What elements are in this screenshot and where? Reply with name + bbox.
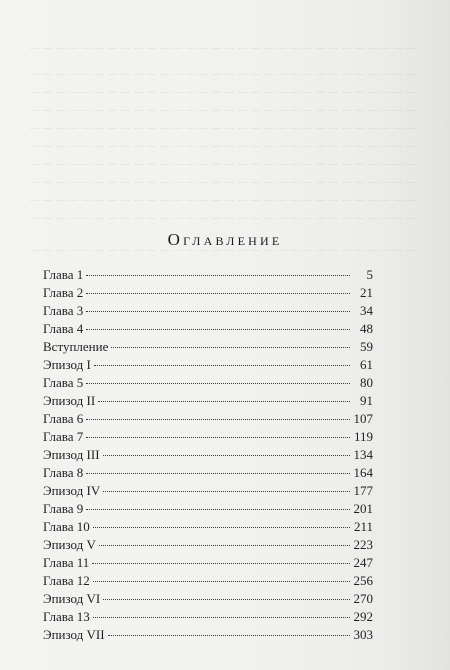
dot-leader xyxy=(86,382,350,384)
toc-entry-label: Эпизод I xyxy=(43,357,91,372)
toc-entry-page: 177 xyxy=(353,483,373,498)
dot-leader xyxy=(93,526,350,528)
toc-entry-page: 59 xyxy=(360,339,373,354)
toc-entry-label: Эпизод II xyxy=(43,393,96,408)
dot-leader xyxy=(103,490,350,492)
toc-entry[interactable] xyxy=(43,320,373,338)
dot-leader xyxy=(86,508,350,510)
dot-leader xyxy=(94,364,350,366)
dot-leader xyxy=(93,616,350,618)
toc-entry[interactable] xyxy=(43,410,373,428)
toc-entry-page: 48 xyxy=(360,321,373,336)
dot-leader xyxy=(86,436,350,438)
toc-entry-label: Глава 3 xyxy=(43,303,84,318)
toc-entry-page: 256 xyxy=(353,573,373,588)
dot-leader xyxy=(92,562,350,564)
toc-entry[interactable] xyxy=(43,284,373,302)
toc-entry-page: 61 xyxy=(360,357,373,372)
toc-entry-page: 303 xyxy=(353,627,373,642)
toc-entry-label: Глава 8 xyxy=(43,465,84,480)
toc-entry-label: Эпизод III xyxy=(43,447,100,462)
toc-entry-page: 80 xyxy=(360,375,373,390)
dot-leader xyxy=(93,580,350,582)
dot-leader xyxy=(86,328,350,330)
toc-entry-label: Эпизод V xyxy=(43,537,96,552)
toc-entry[interactable] xyxy=(43,464,373,482)
toc-entry[interactable] xyxy=(43,626,373,644)
toc-entry-label: Глава 12 xyxy=(43,573,90,588)
toc-entry-label: Глава 7 xyxy=(43,429,84,444)
toc-entry-label: Глава 9 xyxy=(43,501,84,516)
dot-leader xyxy=(99,544,350,546)
toc-entry[interactable] xyxy=(43,500,373,518)
dot-leader xyxy=(86,292,350,294)
toc-entry[interactable] xyxy=(43,608,373,626)
toc-entry[interactable] xyxy=(43,356,373,374)
toc-entry-page: 134 xyxy=(353,447,373,462)
toc-entry[interactable] xyxy=(43,428,373,446)
dot-leader xyxy=(103,454,350,456)
toc-entry-label: Глава 11 xyxy=(43,555,90,570)
toc-entry-page: 270 xyxy=(353,591,373,606)
toc-entry-page: 223 xyxy=(353,537,373,552)
toc-entry-label: Глава 4 xyxy=(43,321,84,336)
toc-entry[interactable] xyxy=(43,590,373,608)
toc-entry-page: 292 xyxy=(353,609,373,624)
toc-entry-label: Глава 6 xyxy=(43,411,84,426)
toc-entry-page: 211 xyxy=(353,519,373,534)
dot-leader xyxy=(86,472,350,474)
toc-entry-label: Глава 5 xyxy=(43,375,84,390)
toc-entry-page: 107 xyxy=(353,411,373,426)
toc-entry-label: Эпизод VI xyxy=(43,591,101,606)
toc-entry[interactable] xyxy=(43,302,373,320)
toc-entry[interactable] xyxy=(43,518,373,536)
toc-entry-label: Глава 10 xyxy=(43,519,90,534)
dot-leader xyxy=(111,346,350,348)
toc-entry[interactable] xyxy=(43,482,373,500)
toc-entry[interactable] xyxy=(43,374,373,392)
toc-entry-page: 34 xyxy=(360,303,373,318)
toc-entry[interactable] xyxy=(43,338,373,356)
toc-list xyxy=(43,266,373,644)
toc-entry-page: 247 xyxy=(353,555,373,570)
toc-entry[interactable] xyxy=(43,536,373,554)
toc-entry-page: 201 xyxy=(353,501,373,516)
toc-heading: Оглавление xyxy=(167,230,283,249)
toc-entry-label: Эпизод VII xyxy=(43,627,105,642)
dot-leader xyxy=(108,634,350,636)
toc-entry[interactable] xyxy=(43,392,373,410)
dot-leader xyxy=(98,400,350,402)
toc-entry[interactable] xyxy=(43,554,373,572)
toc-entry-label: Вступление xyxy=(43,339,109,354)
dot-leader xyxy=(86,274,350,276)
toc-entry-page: 5 xyxy=(366,267,373,282)
toc-entry-label: Глава 13 xyxy=(43,609,90,624)
toc-entry-label: Глава 1 xyxy=(43,267,84,282)
toc-entry[interactable] xyxy=(43,446,373,464)
toc-entry-page: 119 xyxy=(353,429,373,444)
dot-leader xyxy=(86,310,350,312)
toc-entry[interactable] xyxy=(43,266,373,284)
toc-entry-page: 91 xyxy=(360,393,373,408)
dot-leader xyxy=(86,418,350,420)
dot-leader xyxy=(103,598,350,600)
toc-entry-label: Глава 2 xyxy=(43,285,84,300)
toc-entry-label: Эпизод IV xyxy=(43,483,101,498)
toc-entry-page: 164 xyxy=(353,465,373,480)
toc-entry[interactable] xyxy=(43,572,373,590)
toc-entry-page: 21 xyxy=(360,285,373,300)
